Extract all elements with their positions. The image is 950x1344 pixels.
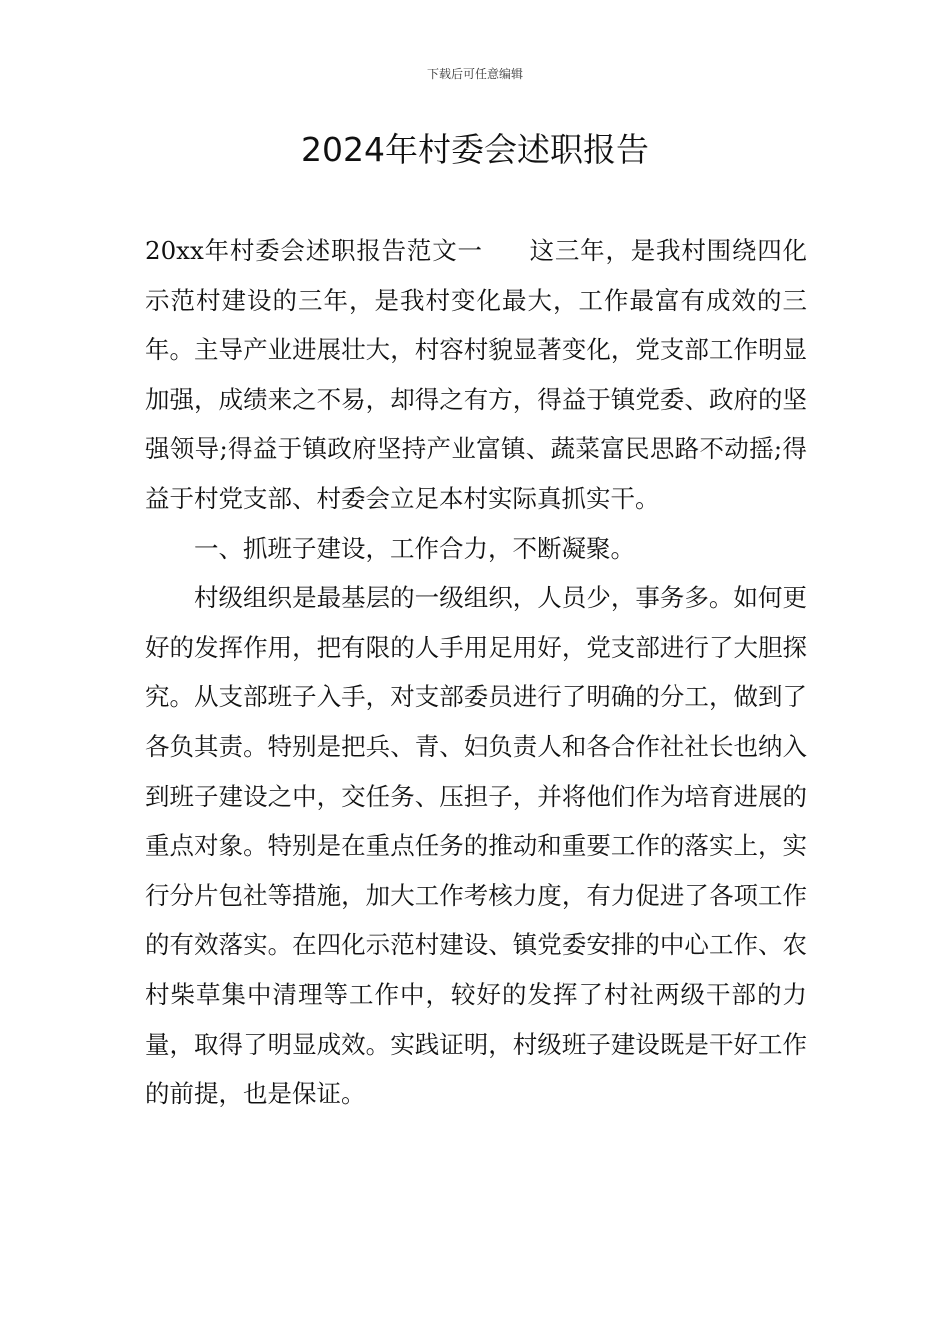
document-title: 2024年村委会述职报告 — [301, 130, 649, 169]
intro-lead: 20xx年村委会述职报告范文一 — [145, 236, 483, 265]
intro-text: 这三年，是我村围绕四化示范村建设的三年，是我村变化最大，工作最富有成效的三年。主导产业进展壮大，村容村貌显著变化，党支部工作明显加强，成绩来之不易，却得之有方，得益于镇党委、政府的坚强领导;得益于镇政府坚持产业富镇、蔬菜富民思路不动摇;得益于村党支部、村委会立足本村实际真抓实干。 — [145, 236, 808, 513]
document-body — [145, 226, 807, 1119]
intro-paragraph — [145, 226, 807, 524]
header-note: 下载后可任意编辑 — [426, 67, 523, 81]
section-heading: 一、抓班子建设，工作合力，不断凝聚。 — [194, 533, 635, 563]
body-paragraph: 村级组织是最基层的一级组织，人员少，事务多。如何更好的发挥作用，把有限的人手用足用好，党支部进行了大胆探究。从支部班子入手，对支部委员进行了明确的分工，做到了各负其责。特别是把兵、青、妇负责人和各合作社社长也纳入到班子建设之中，交任务、压担子，并将他们作为培育进展的重点对象。特别是在重点任务的推动和重要工作的落实上，实行分片包社等措施，加大工作考核力度，有力促进了各项工作的有效落实。在四化示范村建设、镇党委安排的中心工作、农村柴草集中清理等工作中，较好的发挥了村社两级干部的力量，取得了明显成效。实践证明，村级班子建设既是干好工作的前提，也是保证。 — [145, 583, 807, 1109]
